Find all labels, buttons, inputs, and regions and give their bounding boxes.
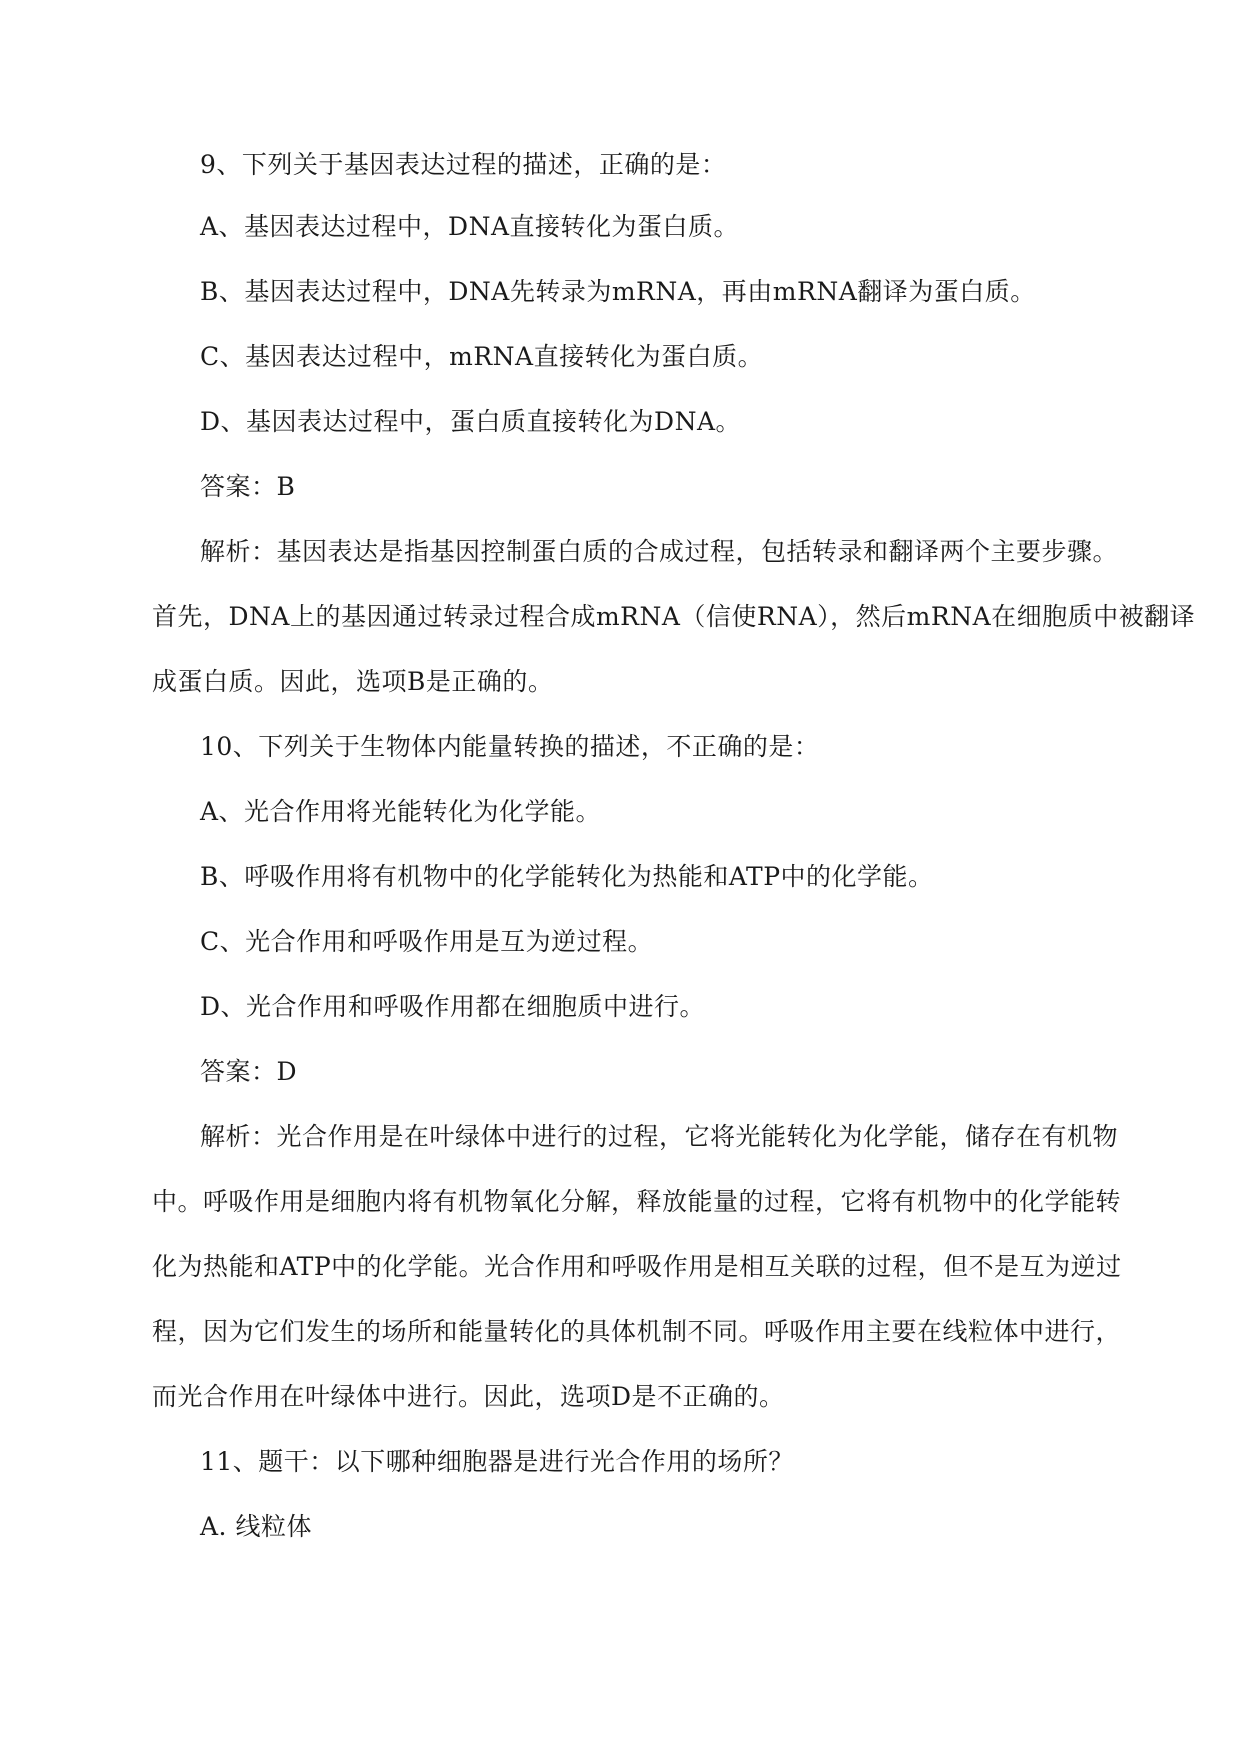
- question-9-option-c: C、基因表达过程中，mRNA直接转化为蛋白质。: [200, 342, 764, 371]
- question-9-option-a: A、基因表达过程中，DNA直接转化为蛋白质。: [200, 212, 740, 241]
- question-10-analysis-line-4: 程，因为它们发生的场所和能量转化的具体机制不同。呼吸作用主要在线粒体中进行，: [152, 1317, 1122, 1346]
- question-11-text: 11、题干：以下哪种细胞器是进行光合作用的场所？: [200, 1447, 794, 1476]
- question-9-analysis-line-2: 首先，DNA上的基因通过转录过程合成mRNA（信使RNA），然后mRNA在细胞质中被翻译: [152, 602, 1196, 631]
- question-10-answer: 答案：D: [200, 1057, 298, 1086]
- question-10-analysis-line-3: 化为热能和ATP中的化学能。光合作用和呼吸作用是相互关联的过程，但不是互为逆过: [152, 1252, 1122, 1281]
- question-9-answer: 答案：B: [200, 472, 296, 501]
- question-10-analysis-line-1: 解析：光合作用是在叶绿体中进行的过程，它将光能转化为化学能，储存在有机物: [200, 1122, 1119, 1151]
- question-11-option-a: A. 线粒体: [200, 1512, 312, 1541]
- question-10-analysis-line-5: 而光合作用在叶绿体中进行。因此，选项D是不正确的。: [152, 1382, 785, 1411]
- question-10-option-a: A、光合作用将光能转化为化学能。: [200, 797, 602, 826]
- question-10-option-c: C、光合作用和呼吸作用是互为逆过程。: [200, 927, 654, 956]
- question-10-analysis-line-2: 中。呼吸作用是细胞内将有机物氧化分解，释放能量的过程，它将有机物中的化学能转: [152, 1187, 1122, 1216]
- question-10-option-d: D、光合作用和呼吸作用都在细胞质中进行。: [200, 992, 706, 1021]
- question-9-option-d: D、基因表达过程中，蛋白质直接转化为DNA。: [200, 407, 742, 436]
- question-9-analysis-line-3: 成蛋白质。因此，选项B是正确的。: [152, 667, 554, 696]
- question-10-option-b: B、呼吸作用将有机物中的化学能转化为热能和ATP中的化学能。: [200, 862, 934, 891]
- question-9-analysis-line-1: 解析：基因表达是指基因控制蛋白质的合成过程，包括转录和翻译两个主要步骤。: [200, 537, 1119, 566]
- question-10-text: 10、下列关于生物体内能量转换的描述，不正确的是：: [200, 732, 820, 761]
- question-9-option-b: B、基因表达过程中，DNA先转录为mRNA，再由mRNA翻译为蛋白质。: [200, 277, 1036, 306]
- question-9-text: 9、下列关于基因表达过程的描述，正确的是：: [200, 150, 727, 179]
